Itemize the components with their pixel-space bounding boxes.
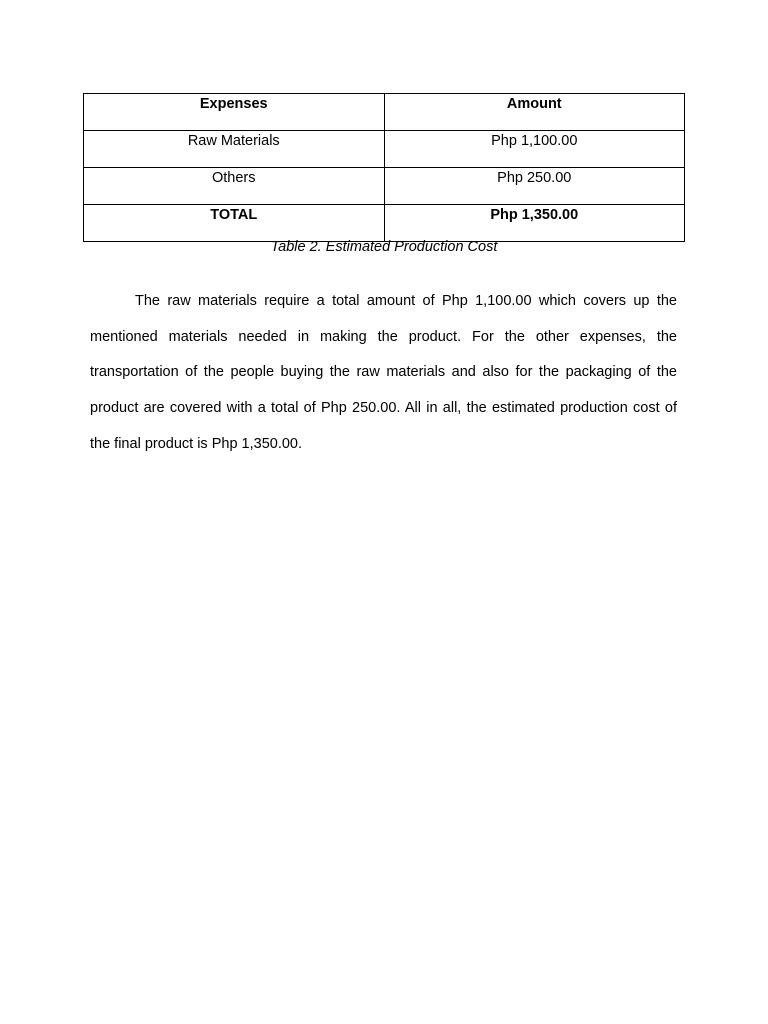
table-caption: Table 2. Estimated Production Cost [270, 239, 498, 255]
production-cost-table [83, 93, 685, 242]
body-paragraph: The raw materials require a total amount of Php 1,100.00 which covers up the mentioned materials needed in making the product. For the other expenses, the transportation of the people buying the raw materials and also for the packaging of the product are covered with a total of Php 250.00. All in all, the estimated production cost of the final product is Php 1,350.00. [90, 293, 677, 452]
table-total-row [84, 205, 685, 242]
cell-expense-name: Raw Materials [84, 131, 385, 168]
table-row [84, 131, 685, 168]
column-header-expenses: Expenses [84, 94, 385, 131]
table-row [84, 168, 685, 205]
cell-total-label: TOTAL [84, 205, 385, 242]
cell-expense-amount: Php 250.00 [384, 168, 685, 205]
column-header-amount: Amount [384, 94, 685, 131]
table-header-row [84, 94, 685, 131]
cell-expense-name: Others [84, 168, 385, 205]
cell-expense-amount: Php 1,100.00 [384, 131, 685, 168]
cell-total-amount: Php 1,350.00 [384, 205, 685, 242]
